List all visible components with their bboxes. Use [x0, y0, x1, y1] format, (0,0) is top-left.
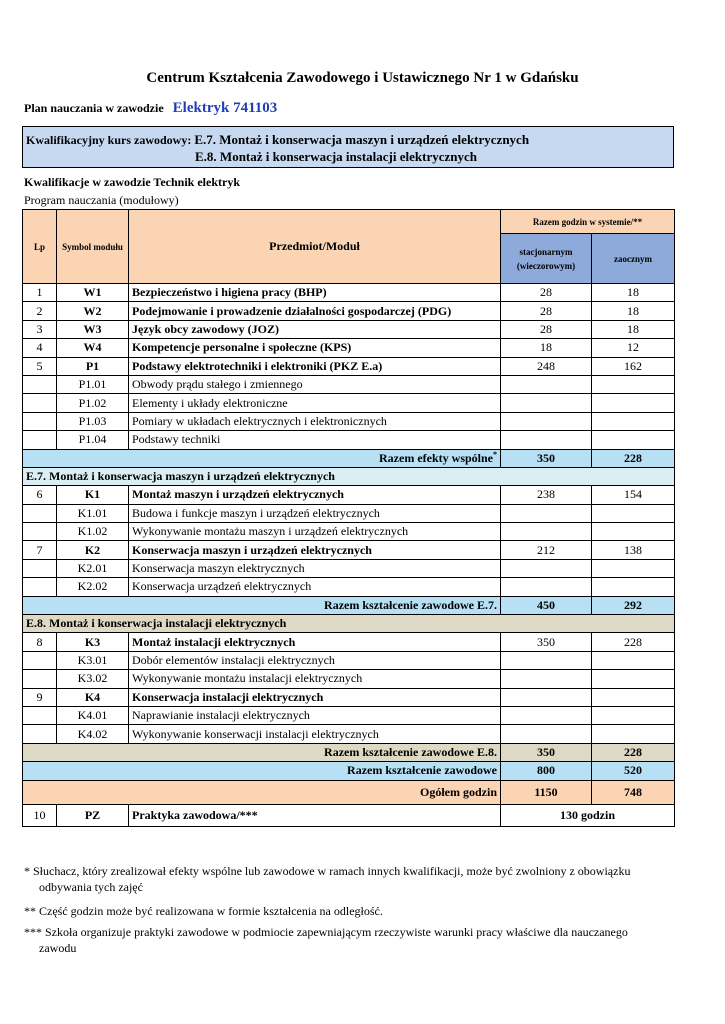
row-hours-stacjonarne: 18: [501, 339, 592, 357]
sum-row-wspolne: [23, 449, 675, 467]
row-symbol: P1.02: [57, 394, 129, 412]
sum-row-zawodowe-label: [23, 762, 501, 780]
row-hours-zaoczne: [592, 706, 675, 724]
row-symbol: W3: [57, 320, 129, 338]
table-row: [23, 541, 675, 559]
row-lp: 3: [23, 320, 57, 338]
row-hours-stacjonarne: [501, 523, 592, 541]
row-lp: 5: [23, 357, 57, 375]
row-module-name: Język obcy zawodowy (JOZ): [129, 320, 501, 338]
sum-row-e8-stacjonarne: 350: [501, 743, 592, 761]
plan-line: [24, 100, 277, 117]
header-razem: Razem godzin w systemie/**: [501, 210, 675, 234]
table-row: [23, 504, 675, 522]
table-row: [23, 578, 675, 596]
row-hours-stacjonarne: [501, 412, 592, 430]
program-subtitle: Program nauczania (modułowy): [24, 193, 179, 207]
table-row: [23, 633, 675, 651]
footnote-3: [24, 924, 684, 956]
row-lp: 2: [23, 302, 57, 320]
row-hours-stacjonarne: [501, 394, 592, 412]
row-hours-stacjonarne: [501, 504, 592, 522]
sum-row-ogolem-zaoczne: 748: [592, 780, 675, 804]
footnote-3-line-1: *** Szkoła organizuje praktyki zawodowe w podmiocie zapewniającym rzeczywiste warunki pracy właściwe dla nauczanego: [24, 925, 628, 939]
row-module-name: Wykonywanie montażu maszyn i urządzeń elektrycznych: [129, 523, 501, 541]
row-hours-zaoczne: [592, 504, 675, 522]
section-e7: [23, 467, 675, 485]
row-module-name: Konserwacja maszyn i urządzeń elektrycznych: [129, 541, 501, 559]
sum-row-wspolne-footnote-mark: *: [493, 450, 497, 460]
sum-row-zawodowe-zaoczne: 520: [592, 762, 675, 780]
row-hours-zaoczne: [592, 559, 675, 577]
row-symbol: P1: [57, 357, 129, 375]
row-hours-zaoczne: [592, 651, 675, 669]
sum-row-ogolem: [23, 780, 675, 804]
table-header-row: [23, 210, 675, 234]
row-module-name: Podejmowanie i prowadzenie działalności gospodarczej (PDG): [129, 302, 501, 320]
row-symbol: K4.01: [57, 706, 129, 724]
sum-row-e8-zaoczne: 228: [592, 743, 675, 761]
row-hours-stacjonarne: [501, 651, 592, 669]
row-module-name: Obwody prądu stałego i zmiennego: [129, 375, 501, 393]
row-symbol: P1.01: [57, 375, 129, 393]
course-qualification-e8: E.8. Montaż i konserwacja instalacji elektrycznych: [195, 149, 477, 164]
row-hours-stacjonarne: 238: [501, 486, 592, 504]
footnote-1-line-2: odbywania tych zajęć: [39, 880, 143, 894]
profession-name: Elektryk 741103: [172, 100, 278, 116]
row-module-name: Podstawy elektrotechniki i elektroniki (PKZ E.a): [129, 357, 501, 375]
row-hours-stacjonarne: 28: [501, 320, 592, 338]
row-lp: 1: [23, 284, 57, 302]
table-row: [23, 725, 675, 743]
table-row-praktyka: [23, 804, 675, 826]
row-symbol: K2.01: [57, 559, 129, 577]
row-symbol: W4: [57, 339, 129, 357]
row-hours-zaoczne: 18: [592, 302, 675, 320]
table-row: [23, 688, 675, 706]
row-hours-zaoczne: 154: [592, 486, 675, 504]
table-row: [23, 394, 675, 412]
row-hours-zaoczne: [592, 375, 675, 393]
row-hours-stacjonarne: [501, 706, 592, 724]
row-hours-zaoczne: [592, 725, 675, 743]
header-symbol: Symbol modułu: [57, 210, 129, 284]
row-module-name: Wykonywanie konserwacji instalacji elektrycznych: [129, 725, 501, 743]
row-hours-stacjonarne: [501, 578, 592, 596]
footnote-1-line-1: * Słuchacz, który zrealizował efekty wspólne lub zawodowe w ramach innych kwalifikacji, może być zwolniony z obowiązku: [24, 864, 631, 878]
course-box: [22, 126, 674, 168]
table-row: [23, 302, 675, 320]
row-module-name: Praktyka zawodowa/***: [129, 804, 501, 826]
row-lp: 10: [23, 804, 57, 826]
course-qualification-e7: E.7. Montaż i konserwacja maszyn i urządzeń elektrycznych: [194, 132, 530, 147]
row-lp: [23, 706, 57, 724]
row-hours-zaoczne: [592, 394, 675, 412]
sum-row-wspolne-stacjonarne: 350: [501, 449, 592, 467]
row-symbol: K1.02: [57, 523, 129, 541]
row-symbol: K4: [57, 688, 129, 706]
sum-row-e7-zaoczne: 292: [592, 596, 675, 614]
row-symbol: PZ: [57, 804, 129, 826]
table-row: [23, 670, 675, 688]
header-lp: Lp: [23, 210, 57, 284]
sum-row-zawodowe: [23, 762, 675, 780]
row-module-name: Budowa i funkcje maszyn i urządzeń elektrycznych: [129, 504, 501, 522]
row-symbol: W2: [57, 302, 129, 320]
plan-label: Plan nauczania w zawodzie: [24, 101, 164, 115]
row-module-name: Elementy i układy elektroniczne: [129, 394, 501, 412]
row-symbol: K4.02: [57, 725, 129, 743]
header-wieczorowym-label: (wieczorowym): [516, 260, 576, 271]
row-symbol: K1: [57, 486, 129, 504]
row-hours-zaoczne: [592, 431, 675, 449]
footnote-3-line-2: zawodu: [39, 941, 77, 955]
row-hours-stacjonarne: [501, 375, 592, 393]
sum-row-wspolne-label-text: Razem efekty wspólne: [379, 451, 493, 466]
row-symbol: K3: [57, 633, 129, 651]
table-row: [23, 651, 675, 669]
row-module-name: Bezpieczeństwo i higiena pracy (BHP): [129, 284, 501, 302]
header-stacjonarnym-label: stacjonarnym: [519, 246, 573, 257]
row-hours-zaoczne: 138: [592, 541, 675, 559]
row-hours-stacjonarne: 28: [501, 284, 592, 302]
sum-row-zawodowe-label-text: Razem kształcenie zawodowe: [347, 763, 497, 778]
row-module-name: Konserwacja urządzeń elektrycznych: [129, 578, 501, 596]
row-hours-stacjonarne: [501, 559, 592, 577]
sum-row-zawodowe-stacjonarne: 800: [501, 762, 592, 780]
row-symbol: K2.02: [57, 578, 129, 596]
row-lp: 6: [23, 486, 57, 504]
row-module-name: Naprawianie instalacji elektrycznych: [129, 706, 501, 724]
row-hours-zaoczne: 18: [592, 320, 675, 338]
row-hours-zaoczne: 162: [592, 357, 675, 375]
table-row: [23, 523, 675, 541]
header-zaocznym: zaocznym: [592, 234, 675, 284]
row-module-name: Konserwacja instalacji elektrycznych: [129, 688, 501, 706]
row-symbol: P1.04: [57, 431, 129, 449]
row-lp: [23, 504, 57, 522]
row-hours-stacjonarne: 350: [501, 633, 592, 651]
course-label: Kwalifikacyjny kurs zawodowy:: [26, 133, 192, 147]
row-symbol: K3.01: [57, 651, 129, 669]
footnote-2: ** Część godzin może być realizowana w formie kształcenia na odległość.: [24, 904, 383, 918]
table-row: [23, 706, 675, 724]
row-hours-zaoczne: 18: [592, 284, 675, 302]
sum-row-e7-stacjonarne: 450: [501, 596, 592, 614]
row-lp: 4: [23, 339, 57, 357]
sum-row-wspolne-label: [23, 449, 501, 467]
row-module-name: Pomiary w układach elektrycznych i elektronicznych: [129, 412, 501, 430]
row-lp: 9: [23, 688, 57, 706]
section-e8: [23, 615, 675, 633]
row-module-name: Podstawy techniki: [129, 431, 501, 449]
row-module-name: Wykonywanie montażu instalacji elektrycznych: [129, 670, 501, 688]
row-symbol: K1.01: [57, 504, 129, 522]
sum-row-e8-label: [23, 743, 501, 761]
row-hours-stacjonarne: 28: [501, 302, 592, 320]
row-lp: [23, 394, 57, 412]
row-symbol: W1: [57, 284, 129, 302]
row-hours-stacjonarne: 212: [501, 541, 592, 559]
table-row: [23, 375, 675, 393]
row-lp: [23, 651, 57, 669]
table-row: [23, 412, 675, 430]
row-lp: [23, 725, 57, 743]
row-lp: 8: [23, 633, 57, 651]
row-symbol: K3.02: [57, 670, 129, 688]
table-row: [23, 486, 675, 504]
sum-row-e7: [23, 596, 675, 614]
row-lp: [23, 559, 57, 577]
curriculum-table: [22, 209, 675, 827]
row-hours-stacjonarne: [501, 725, 592, 743]
table-row: [23, 284, 675, 302]
course-line-1: [26, 132, 529, 148]
page-title: Centrum Kształcenia Zawodowego i Ustawicznego Nr 1 w Gdańsku: [146, 70, 579, 86]
row-hours-stacjonarne: 248: [501, 357, 592, 375]
sum-row-ogolem-stacjonarne: 1150: [501, 780, 592, 804]
row-module-name: Kompetencje personalne i społeczne (KPS): [129, 339, 501, 357]
row-lp: 7: [23, 541, 57, 559]
footnote-1: [24, 863, 684, 895]
table-row: [23, 339, 675, 357]
header-stacjonarnym: [501, 234, 592, 284]
row-module-name: Dobór elementów instalacji elektrycznych: [129, 651, 501, 669]
table-row: [23, 559, 675, 577]
row-lp: [23, 375, 57, 393]
row-hours-zaoczne: 228: [592, 633, 675, 651]
sum-row-e8-label-text: Razem kształcenie zawodowe E.8.: [324, 744, 497, 759]
row-module-name: Montaż maszyn i urządzeń elektrycznych: [129, 486, 501, 504]
sum-row-ogolem-label: Ogółem godzin: [23, 780, 501, 804]
row-module-name: Konserwacja maszyn elektrycznych: [129, 559, 501, 577]
row-lp: [23, 431, 57, 449]
sum-row-e8: [23, 743, 675, 761]
row-hours-stacjonarne: [501, 670, 592, 688]
row-module-name: Montaż instalacji elektrycznych: [129, 633, 501, 651]
row-hours-zaoczne: [592, 688, 675, 706]
row-symbol: P1.03: [57, 412, 129, 430]
row-hours-zaoczne: [592, 670, 675, 688]
row-lp: [23, 670, 57, 688]
row-hours-stacjonarne: [501, 431, 592, 449]
sum-row-e7-label: [23, 596, 501, 614]
header-przedmiot: Przedmiot/Moduł: [129, 210, 501, 284]
row-lp: [23, 578, 57, 596]
section-e7-title: E.7. Montaż i konserwacja maszyn i urządzeń elektrycznych: [23, 467, 675, 485]
section-e8-title: E.8. Montaż i konserwacja instalacji elektrycznych: [23, 615, 675, 633]
row-hours-zaoczne: 12: [592, 339, 675, 357]
qualifications-heading: Kwalifikacje w zawodzie Technik elektryk: [24, 175, 240, 189]
table-row: [23, 320, 675, 338]
row-lp: [23, 523, 57, 541]
row-hours-zaoczne: [592, 578, 675, 596]
sum-row-e7-label-text: Razem kształcenie zawodowe E.7.: [324, 597, 497, 612]
sum-row-wspolne-zaoczne: 228: [592, 449, 675, 467]
table-row: [23, 357, 675, 375]
row-hours-stacjonarne: [501, 688, 592, 706]
table-row: [23, 431, 675, 449]
row-hours-zaoczne: [592, 523, 675, 541]
row-symbol: K2: [57, 541, 129, 559]
row-lp: [23, 412, 57, 430]
row-hours-praktyka: 130 godzin: [501, 804, 675, 826]
row-hours-zaoczne: [592, 412, 675, 430]
